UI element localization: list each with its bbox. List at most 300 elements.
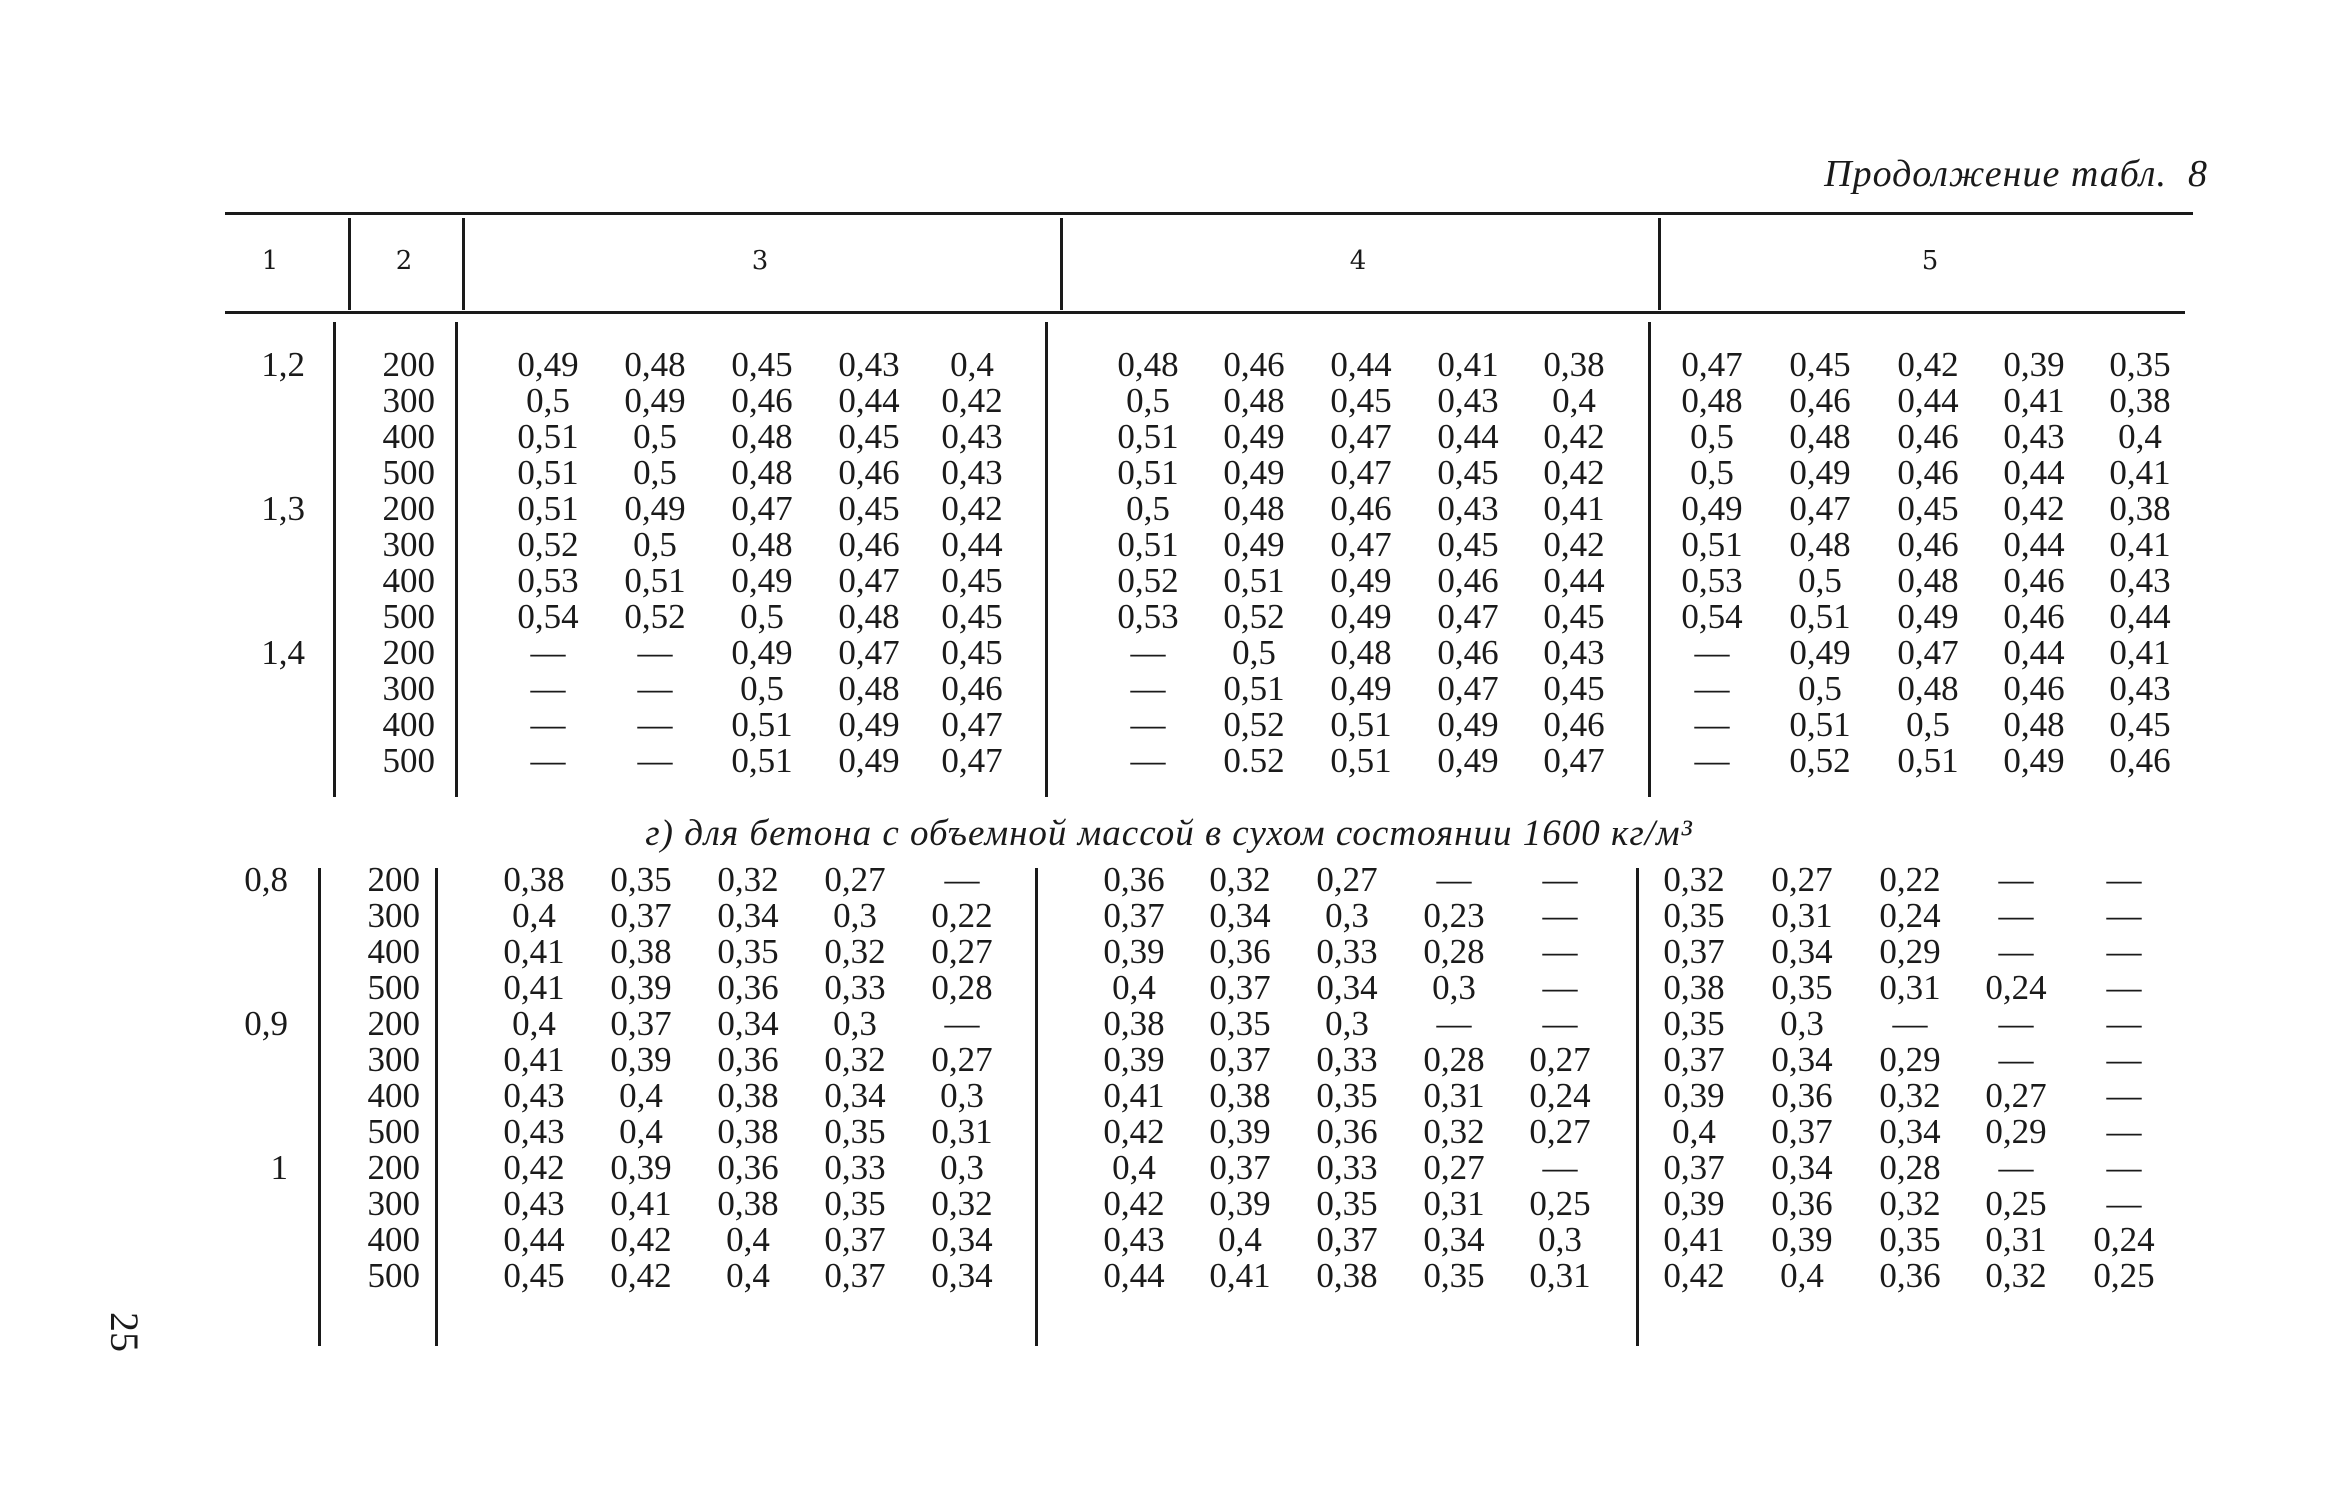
value-cell: 0,43 xyxy=(941,417,1003,456)
value-cell: — xyxy=(1130,633,1166,672)
value-cell: 0,35 xyxy=(1663,1004,1725,1043)
value-cell: — xyxy=(1998,1040,2034,1079)
thickness-cell: 0,8 xyxy=(244,860,288,899)
value-cell: 0,38 xyxy=(1663,968,1725,1007)
value-cell: 0,47 xyxy=(1330,417,1392,456)
parameter-cell: 200 xyxy=(367,1004,420,1043)
value-cell: — xyxy=(2106,1112,2142,1151)
value-cell: 0,4 xyxy=(726,1220,770,1259)
value-cell: 0,31 xyxy=(1879,968,1941,1007)
value-cell: 0,34 xyxy=(1771,1148,1833,1187)
value-cell: 0,39 xyxy=(610,1148,672,1187)
parameter-cell: 200 xyxy=(382,345,435,384)
value-cell: 0,48 xyxy=(1681,381,1743,420)
value-cell: 0,46 xyxy=(1330,489,1392,528)
value-cell: 0,5 xyxy=(1232,633,1276,672)
thickness-cell: 0,9 xyxy=(244,1004,288,1043)
value-cell: 0,45 xyxy=(941,597,1003,636)
value-cell: 0,46 xyxy=(1897,525,1959,564)
header-col-4: 4 xyxy=(1349,246,1367,276)
value-cell: 0,27 xyxy=(1529,1040,1591,1079)
value-cell: 0,39 xyxy=(1103,1040,1165,1079)
value-cell: 0,44 xyxy=(941,525,1003,564)
value-cell: 0,51 xyxy=(1789,705,1851,744)
thickness-cell: 1,4 xyxy=(261,633,305,672)
value-cell: 0,5 xyxy=(633,525,677,564)
value-cell: 0,37 xyxy=(1316,1220,1378,1259)
value-cell: 0,42 xyxy=(2003,489,2065,528)
value-cell: 0,46 xyxy=(838,453,900,492)
table-row xyxy=(0,563,2338,599)
value-cell: 0,43 xyxy=(1543,633,1605,672)
value-cell: 0,42 xyxy=(1543,453,1605,492)
value-cell: — xyxy=(1892,1004,1928,1043)
value-cell: — xyxy=(637,741,673,780)
value-cell: 0,4 xyxy=(1218,1220,1262,1259)
section-title: г) для бетона с объемной массой в сухом состоянии 1600 кг/м³ xyxy=(645,813,1693,854)
value-cell: 0,3 xyxy=(940,1076,984,1115)
value-cell: — xyxy=(2106,896,2142,935)
table-row xyxy=(0,347,2338,383)
value-cell: 0,45 xyxy=(838,417,900,456)
table-top-rule xyxy=(225,212,2193,215)
value-cell: 0,49 xyxy=(731,633,793,672)
value-cell: 0,36 xyxy=(1771,1076,1833,1115)
value-cell: 0,46 xyxy=(1789,381,1851,420)
value-cell: 0,41 xyxy=(503,968,565,1007)
table-row xyxy=(0,1078,2338,1114)
value-cell: 0,42 xyxy=(1543,417,1605,456)
value-cell: 0,42 xyxy=(1663,1256,1725,1295)
value-cell: 0,49 xyxy=(1437,741,1499,780)
value-cell: 0,37 xyxy=(1663,1040,1725,1079)
value-cell: 0,36 xyxy=(1879,1256,1941,1295)
value-cell: 0,46 xyxy=(1223,345,1285,384)
value-cell: 0,45 xyxy=(838,489,900,528)
value-cell: 0,51 xyxy=(1897,741,1959,780)
value-cell: 0,48 xyxy=(1897,561,1959,600)
table-row xyxy=(0,1006,2338,1042)
value-cell: 0,5 xyxy=(740,597,784,636)
value-cell: 0,34 xyxy=(824,1076,886,1115)
value-cell: 0,47 xyxy=(838,633,900,672)
value-cell: 0,4 xyxy=(512,1004,556,1043)
value-cell: 0,51 xyxy=(1330,741,1392,780)
value-cell: — xyxy=(1130,669,1166,708)
value-cell: 0,51 xyxy=(1330,705,1392,744)
value-cell: 0,49 xyxy=(1223,525,1285,564)
value-cell: 0,37 xyxy=(610,1004,672,1043)
value-cell: 0,22 xyxy=(1879,860,1941,899)
value-cell: 0,48 xyxy=(624,345,686,384)
value-cell: — xyxy=(1998,932,2034,971)
value-cell: 0,3 xyxy=(833,896,877,935)
value-cell: 0,46 xyxy=(1437,633,1499,672)
value-cell: 0,51 xyxy=(1681,525,1743,564)
value-cell: 0,36 xyxy=(717,1148,779,1187)
value-cell: 0,37 xyxy=(1663,1148,1725,1187)
value-cell: 0,47 xyxy=(1681,345,1743,384)
value-cell: 0,25 xyxy=(1985,1184,2047,1223)
value-cell: 0,38 xyxy=(717,1184,779,1223)
parameter-cell: 400 xyxy=(382,705,435,744)
value-cell: — xyxy=(1998,1004,2034,1043)
parameter-cell: 300 xyxy=(367,896,420,935)
value-cell: — xyxy=(1998,896,2034,935)
value-cell: 0,41 xyxy=(1663,1220,1725,1259)
parameter-cell: 400 xyxy=(382,561,435,600)
value-cell: 0,47 xyxy=(1437,669,1499,708)
value-cell: 0,37 xyxy=(1209,1040,1271,1079)
value-cell: 0,34 xyxy=(1771,1040,1833,1079)
value-cell: 0,45 xyxy=(731,345,793,384)
value-cell: 0,28 xyxy=(1879,1148,1941,1187)
value-cell: 0,44 xyxy=(838,381,900,420)
value-cell: 0,25 xyxy=(2093,1256,2155,1295)
value-cell: 0,34 xyxy=(1423,1220,1485,1259)
table-row xyxy=(0,671,2338,707)
value-cell: 0,54 xyxy=(517,597,579,636)
value-cell: 0,44 xyxy=(1330,345,1392,384)
value-cell: 0,48 xyxy=(1117,345,1179,384)
value-cell: 0,35 xyxy=(610,860,672,899)
value-cell: 0,41 xyxy=(1543,489,1605,528)
value-cell: 0,46 xyxy=(1897,453,1959,492)
value-cell: 0,48 xyxy=(838,597,900,636)
value-cell: 0,51 xyxy=(517,417,579,456)
parameter-cell: 300 xyxy=(382,669,435,708)
table-row xyxy=(0,599,2338,635)
value-cell: 0,5 xyxy=(740,669,784,708)
value-cell: — xyxy=(530,741,566,780)
value-cell: 0,43 xyxy=(2109,561,2171,600)
value-cell: — xyxy=(2106,1076,2142,1115)
value-cell: — xyxy=(1542,968,1578,1007)
header-col-2: 2 xyxy=(395,246,413,276)
value-cell: 0,36 xyxy=(1316,1112,1378,1151)
value-cell: 0,34 xyxy=(1879,1112,1941,1151)
value-cell: 0,28 xyxy=(931,968,993,1007)
value-cell: 0,27 xyxy=(1316,860,1378,899)
value-cell: 0,46 xyxy=(941,669,1003,708)
parameter-cell: 500 xyxy=(382,597,435,636)
value-cell: 0,27 xyxy=(1529,1112,1591,1151)
parameter-cell: 400 xyxy=(382,417,435,456)
value-cell: — xyxy=(2106,1184,2142,1223)
table-row xyxy=(0,491,2338,527)
value-cell: — xyxy=(637,705,673,744)
value-cell: 0,24 xyxy=(1879,896,1941,935)
value-cell: 0,43 xyxy=(2003,417,2065,456)
value-cell: 0,47 xyxy=(1543,741,1605,780)
value-cell: 0,48 xyxy=(1330,633,1392,672)
parameter-cell: 300 xyxy=(382,381,435,420)
value-cell: 0,33 xyxy=(1316,1148,1378,1187)
value-cell: 0,24 xyxy=(1529,1076,1591,1115)
value-cell: 0,4 xyxy=(950,345,994,384)
value-cell: 0,44 xyxy=(2003,525,2065,564)
value-cell: — xyxy=(1998,1148,2034,1187)
value-cell: 0,42 xyxy=(503,1148,565,1187)
value-cell: — xyxy=(1130,705,1166,744)
value-cell: 0,38 xyxy=(1316,1256,1378,1295)
value-cell: 0,49 xyxy=(1681,489,1743,528)
value-cell: 0,42 xyxy=(610,1220,672,1259)
value-cell: 0,42 xyxy=(941,489,1003,528)
value-cell: 0,35 xyxy=(1771,968,1833,1007)
value-cell: 0,49 xyxy=(838,705,900,744)
parameter-cell: 200 xyxy=(382,489,435,528)
value-cell: 0,37 xyxy=(610,896,672,935)
value-cell: 0,51 xyxy=(1117,417,1179,456)
value-cell: 0,47 xyxy=(731,489,793,528)
table-row xyxy=(0,743,2338,779)
header-divider-2 xyxy=(462,218,465,310)
value-cell: 0,42 xyxy=(610,1256,672,1295)
value-cell: — xyxy=(1694,741,1730,780)
value-cell: — xyxy=(1542,1148,1578,1187)
table-row xyxy=(0,707,2338,743)
value-cell: 0,49 xyxy=(1330,669,1392,708)
parameter-cell: 200 xyxy=(382,633,435,672)
value-cell: 0,43 xyxy=(1437,381,1499,420)
value-cell: 0,22 xyxy=(931,896,993,935)
value-cell: 0,3 xyxy=(1325,1004,1369,1043)
value-cell: 0,38 xyxy=(2109,489,2171,528)
value-cell: 0,53 xyxy=(1117,597,1179,636)
value-cell: 0,35 xyxy=(1209,1004,1271,1043)
table-row xyxy=(0,1258,2338,1294)
value-cell: 0,48 xyxy=(1789,417,1851,456)
value-cell: 0,41 xyxy=(1209,1256,1271,1295)
value-cell: 0,44 xyxy=(2003,633,2065,672)
value-cell: — xyxy=(2106,1148,2142,1187)
header-col-1: 1 xyxy=(261,246,279,276)
value-cell: 0,49 xyxy=(1789,453,1851,492)
parameter-cell: 300 xyxy=(367,1040,420,1079)
value-cell: — xyxy=(1436,860,1472,899)
value-cell: 0,44 xyxy=(2003,453,2065,492)
value-cell: — xyxy=(944,860,980,899)
value-cell: 0,31 xyxy=(1771,896,1833,935)
value-cell: — xyxy=(1694,705,1730,744)
value-cell: 0,53 xyxy=(1681,561,1743,600)
value-cell: 0,38 xyxy=(1103,1004,1165,1043)
value-cell: 0,4 xyxy=(1112,968,1156,1007)
value-cell: 0,39 xyxy=(1209,1112,1271,1151)
value-cell: 0,45 xyxy=(1437,525,1499,564)
value-cell: 0,53 xyxy=(517,561,579,600)
value-cell: 0,46 xyxy=(1543,705,1605,744)
value-cell: 0,46 xyxy=(731,381,793,420)
value-cell: 0,45 xyxy=(1543,597,1605,636)
value-cell: 0,4 xyxy=(2118,417,2162,456)
value-cell: 0,43 xyxy=(1103,1220,1165,1259)
value-cell: 0,41 xyxy=(2109,525,2171,564)
value-cell: — xyxy=(2106,1040,2142,1079)
parameter-cell: 400 xyxy=(367,1076,420,1115)
table-row xyxy=(0,383,2338,419)
parameter-cell: 400 xyxy=(367,1220,420,1259)
value-cell: 0,4 xyxy=(1112,1148,1156,1187)
value-cell: 0,52 xyxy=(1223,597,1285,636)
value-cell: 0,41 xyxy=(2003,381,2065,420)
thickness-cell: 1,3 xyxy=(261,489,305,528)
value-cell: — xyxy=(2106,968,2142,1007)
value-cell: 0,33 xyxy=(1316,1040,1378,1079)
value-cell: — xyxy=(1694,633,1730,672)
value-cell: — xyxy=(2106,860,2142,899)
value-cell: 0,39 xyxy=(1663,1076,1725,1115)
value-cell: 0,49 xyxy=(731,561,793,600)
value-cell: — xyxy=(1542,932,1578,971)
value-cell: 0,46 xyxy=(2003,597,2065,636)
value-cell: 0,5 xyxy=(633,417,677,456)
value-cell: 0,28 xyxy=(1423,1040,1485,1079)
value-cell: 0,45 xyxy=(503,1256,565,1295)
value-cell: 0,34 xyxy=(717,896,779,935)
value-cell: 0,48 xyxy=(838,669,900,708)
value-cell: 0,31 xyxy=(1985,1220,2047,1259)
value-cell: 0,42 xyxy=(1103,1112,1165,1151)
value-cell: 0,36 xyxy=(1209,932,1271,971)
value-cell: 0,5 xyxy=(1126,381,1170,420)
value-cell: 0,45 xyxy=(1437,453,1499,492)
value-cell: — xyxy=(944,1004,980,1043)
value-cell: 0,47 xyxy=(1789,489,1851,528)
value-cell: 0,23 xyxy=(1423,896,1485,935)
value-cell: 0,43 xyxy=(503,1184,565,1223)
value-cell: 0,45 xyxy=(1897,489,1959,528)
value-cell: 0,27 xyxy=(1985,1076,2047,1115)
value-cell: 0,47 xyxy=(941,705,1003,744)
value-cell: 0,39 xyxy=(1663,1184,1725,1223)
value-cell: 0,46 xyxy=(2003,669,2065,708)
value-cell: 0,45 xyxy=(1543,669,1605,708)
value-cell: 0,36 xyxy=(717,1040,779,1079)
value-cell: 0,5 xyxy=(633,453,677,492)
value-cell: 0,52 xyxy=(517,525,579,564)
value-cell: — xyxy=(1542,860,1578,899)
value-cell: 0,3 xyxy=(833,1004,877,1043)
value-cell: 0,52 xyxy=(624,597,686,636)
value-cell: 0,3 xyxy=(940,1148,984,1187)
value-cell: 0,49 xyxy=(1330,561,1392,600)
value-cell: 0,3 xyxy=(1325,896,1369,935)
value-cell: — xyxy=(2106,932,2142,971)
value-cell: — xyxy=(530,669,566,708)
value-cell: — xyxy=(530,705,566,744)
value-cell: — xyxy=(1542,896,1578,935)
header-divider-1 xyxy=(348,218,351,310)
value-cell: 0,32 xyxy=(824,1040,886,1079)
header-bottom-rule xyxy=(225,311,2185,314)
table-row xyxy=(0,970,2338,1006)
value-cell: 0,3 xyxy=(1538,1220,1582,1259)
value-cell: 0,32 xyxy=(1209,860,1271,899)
value-cell: 0,4 xyxy=(726,1256,770,1295)
value-cell: 0,25 xyxy=(1529,1184,1591,1223)
parameter-cell: 500 xyxy=(367,1256,420,1295)
value-cell: 0,45 xyxy=(941,633,1003,672)
value-cell: 0,5 xyxy=(1906,705,1950,744)
value-cell: 0,38 xyxy=(1543,345,1605,384)
thickness-cell: 1 xyxy=(270,1148,288,1187)
value-cell: 0,45 xyxy=(2109,705,2171,744)
value-cell: 0,51 xyxy=(1789,597,1851,636)
value-cell: 0,27 xyxy=(1423,1148,1485,1187)
value-cell: 0,54 xyxy=(1681,597,1743,636)
value-cell: 0,3 xyxy=(1780,1004,1824,1043)
value-cell: 0,27 xyxy=(931,1040,993,1079)
value-cell: 0,52 xyxy=(1789,741,1851,780)
value-cell: 0,47 xyxy=(1330,453,1392,492)
value-cell: 0,5 xyxy=(1690,417,1734,456)
value-cell: 0,49 xyxy=(2003,741,2065,780)
header-col-3: 3 xyxy=(751,246,769,276)
value-cell: 0,52 xyxy=(1117,561,1179,600)
value-cell: 0,42 xyxy=(1897,345,1959,384)
value-cell: 0,35 xyxy=(1879,1220,1941,1259)
value-cell: 0,27 xyxy=(931,932,993,971)
value-cell: 0,49 xyxy=(1897,597,1959,636)
value-cell: 0,41 xyxy=(610,1184,672,1223)
value-cell: 0,34 xyxy=(931,1220,993,1259)
parameter-cell: 300 xyxy=(367,1184,420,1223)
value-cell: 0,48 xyxy=(731,453,793,492)
value-cell: 0,34 xyxy=(931,1256,993,1295)
value-cell: 0,38 xyxy=(1209,1076,1271,1115)
value-cell: 0,47 xyxy=(1437,597,1499,636)
value-cell: 0,43 xyxy=(941,453,1003,492)
value-cell: 0,35 xyxy=(2109,345,2171,384)
header-divider-3 xyxy=(1060,218,1063,310)
value-cell: 0,35 xyxy=(1316,1184,1378,1223)
value-cell: 0,44 xyxy=(1897,381,1959,420)
value-cell: 0,37 xyxy=(1663,932,1725,971)
value-cell: 0,35 xyxy=(824,1112,886,1151)
value-cell: 0,41 xyxy=(2109,633,2171,672)
value-cell: 0,47 xyxy=(1897,633,1959,672)
value-cell: 0,41 xyxy=(503,932,565,971)
value-cell: 0,31 xyxy=(1423,1076,1485,1115)
value-cell: 0,49 xyxy=(838,741,900,780)
value-cell: 0,51 xyxy=(517,489,579,528)
value-cell: 0,35 xyxy=(1316,1076,1378,1115)
value-cell: 0,47 xyxy=(1330,525,1392,564)
value-cell: 0,4 xyxy=(1552,381,1596,420)
value-cell: 0,38 xyxy=(717,1076,779,1115)
value-cell: 0,49 xyxy=(1223,453,1285,492)
value-cell: 0,32 xyxy=(1879,1184,1941,1223)
value-cell: 0,38 xyxy=(2109,381,2171,420)
value-cell: 0,48 xyxy=(1223,489,1285,528)
value-cell: 0,39 xyxy=(1771,1220,1833,1259)
value-cell: 0,37 xyxy=(1209,1148,1271,1187)
value-cell: 0,35 xyxy=(824,1184,886,1223)
value-cell: 0,4 xyxy=(1780,1256,1824,1295)
value-cell: 0.52 xyxy=(1223,741,1285,780)
value-cell: 0,49 xyxy=(1437,705,1499,744)
value-cell: 0,4 xyxy=(619,1076,663,1115)
value-cell: 0,42 xyxy=(1103,1184,1165,1223)
value-cell: 0,39 xyxy=(610,1040,672,1079)
value-cell: 0,49 xyxy=(1789,633,1851,672)
value-cell: 0,29 xyxy=(1879,1040,1941,1079)
value-cell: 0,32 xyxy=(931,1184,993,1223)
value-cell: 0,38 xyxy=(717,1112,779,1151)
value-cell: 0,48 xyxy=(1223,381,1285,420)
